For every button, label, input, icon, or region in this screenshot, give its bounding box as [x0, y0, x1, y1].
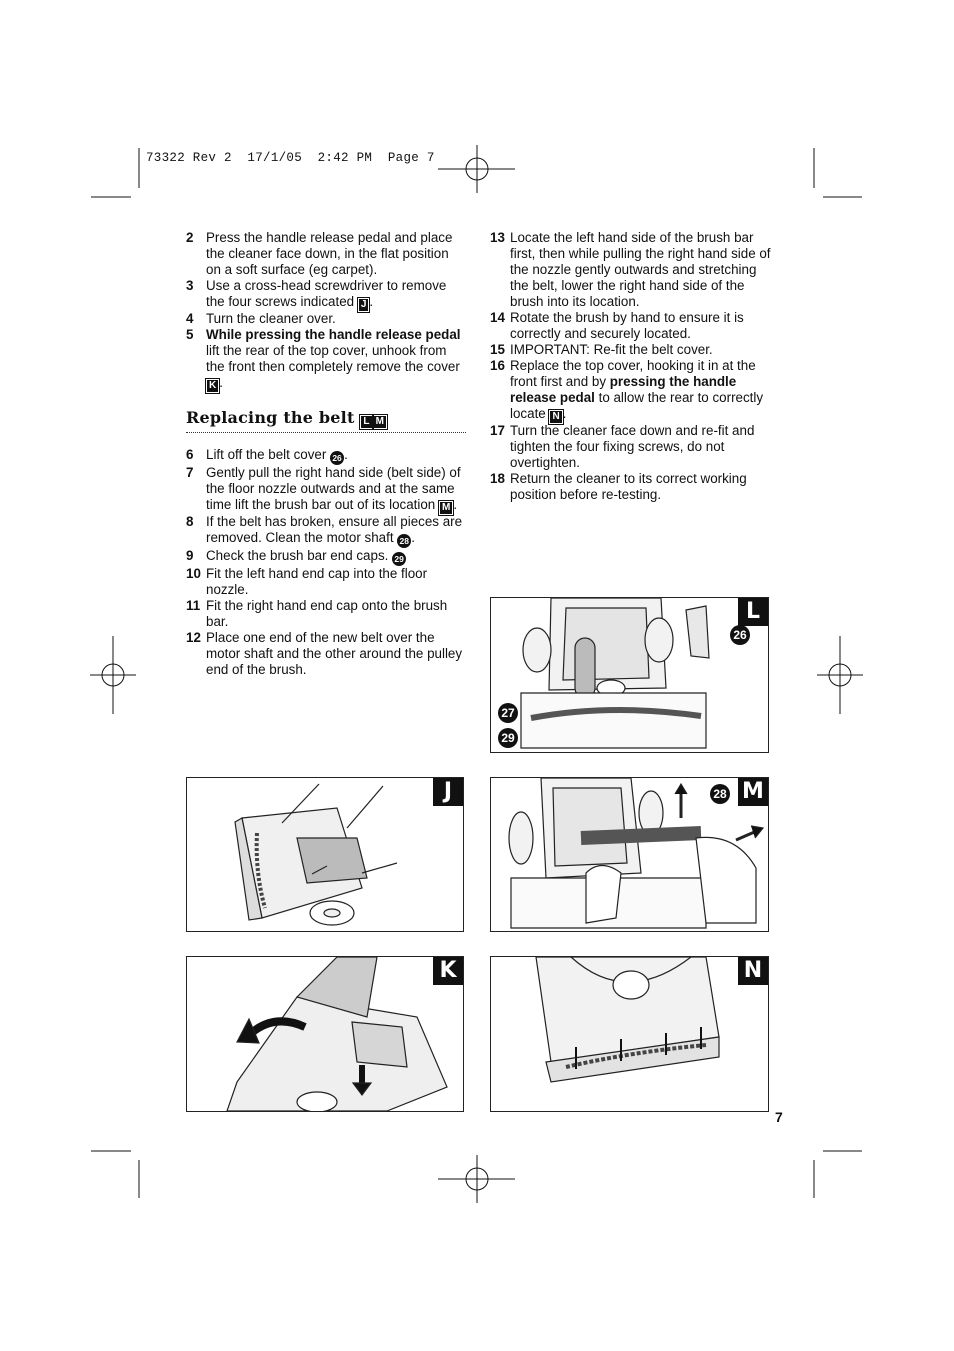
instruction-step — [186, 278, 466, 311]
text-run: Locate the left hand side of the brush bar first, then while pulling the right hand side of the nozzle gently outwards and stretching the belt, lower the right hand side of the brush into its location. — [510, 230, 771, 309]
figure-reference-badge: J — [360, 299, 367, 310]
page-number: 7 — [775, 1109, 783, 1125]
text-run: . — [369, 294, 374, 309]
step-number: 7 — [186, 465, 194, 480]
instruction-step — [186, 465, 466, 514]
text-run: . — [453, 497, 458, 512]
text-run: Check the brush bar end caps. — [206, 548, 393, 563]
text-run: . — [219, 375, 223, 390]
instruction-step — [186, 230, 466, 278]
instruction-step — [186, 566, 466, 598]
text-run: Return the cleaner to its correct working position before re-testing. — [510, 471, 747, 502]
figure-reference-badge: N — [552, 411, 560, 422]
figure-j-screws — [186, 777, 464, 932]
print-slug: 73322 Rev 2 17/1/05 2:42 PM Page 7 — [146, 151, 435, 165]
step-text — [510, 471, 775, 503]
step-text — [206, 548, 466, 566]
step-text — [510, 423, 775, 471]
figure-n-refit-cover — [490, 956, 769, 1112]
figure-k-top-cover — [186, 956, 464, 1112]
figure-reference-badge: M — [441, 502, 451, 513]
step-text — [206, 230, 466, 278]
figure-m-brush-removal — [490, 777, 769, 932]
callout-29: 29 — [498, 728, 518, 748]
text-run: . — [411, 530, 416, 545]
bold-text: pressing the handle release pedal — [510, 374, 737, 405]
step-text — [206, 465, 466, 514]
step-number: 3 — [186, 278, 194, 293]
figure-letter: M — [738, 778, 768, 806]
callout-reference: 26 — [330, 451, 344, 465]
text-run: lift the rear of the top cover, unhook from the front then completely remove the cover — [206, 343, 460, 374]
text-run: Turn the cleaner over. — [206, 311, 336, 326]
step-text — [206, 630, 466, 678]
instruction-step — [186, 311, 466, 327]
text-run: Fit the right hand end cap onto the brush bar. — [206, 598, 448, 629]
text-run: Fit the left hand end cap into the floor nozzle. — [206, 566, 428, 597]
instruction-step — [490, 358, 775, 423]
instruction-step — [490, 342, 775, 358]
step-text — [206, 514, 466, 548]
step-number: 4 — [186, 311, 194, 326]
refit-cover-illustration — [491, 957, 768, 1111]
text-run: . — [344, 447, 348, 462]
step-number: 2 — [186, 230, 194, 245]
bold-text: While pressing the handle release pedal — [206, 327, 461, 342]
step-text — [510, 310, 775, 342]
instruction-list — [490, 230, 775, 503]
step-number: 12 — [186, 630, 201, 645]
instruction-step — [186, 447, 466, 465]
step-number: 9 — [186, 548, 194, 563]
figure-letter: N — [738, 957, 768, 985]
callout-reference: 29 — [392, 552, 406, 566]
text-run: to allow the rear to correctly locate — [510, 390, 764, 421]
step-text — [206, 598, 466, 630]
instruction-step — [490, 310, 775, 342]
figure-letter: J — [433, 778, 463, 806]
top-cover-illustration — [187, 957, 463, 1111]
text-run: Gently pull the right hand side (belt side) of the floor nozzle outwards and at the same time lift the brush bar out of its location — [206, 465, 461, 512]
callout-28: 28 — [710, 784, 730, 804]
figure-badge: M — [375, 416, 385, 427]
text-run: . — [562, 406, 567, 421]
text-run: Place one end of the new belt over the motor shaft and the other around the pulley end of the brush. — [206, 630, 463, 677]
step-text — [510, 342, 775, 358]
text-run: Replace the top cover, hooking it in at the front first and by — [510, 358, 756, 389]
section-title: Replacing the belt — [186, 408, 355, 427]
callout-reference: 28 — [397, 534, 411, 548]
step-number: 15 — [490, 342, 505, 357]
left-column — [186, 230, 466, 678]
step-text — [510, 358, 775, 423]
instruction-step — [186, 630, 466, 678]
step-text — [206, 566, 466, 598]
callout-27: 27 — [498, 703, 518, 723]
figure-badge: L — [363, 416, 370, 427]
step-number: 18 — [490, 471, 505, 486]
step-number: 14 — [490, 310, 505, 325]
text-run: IMPORTANT: Re-fit the belt cover. — [510, 342, 713, 357]
instruction-step — [186, 514, 466, 548]
text-run: Lift off the belt cover — [206, 447, 331, 462]
screws-illustration — [187, 778, 463, 931]
step-text — [206, 311, 466, 327]
text-run: Use a cross-head screwdriver to remove the four screws indicated — [206, 278, 447, 309]
instruction-step — [186, 327, 466, 392]
text-run: Rotate the brush by hand to ensure it is correctly and securely located. — [510, 310, 744, 341]
section-heading — [186, 410, 466, 433]
instruction-step — [490, 230, 775, 310]
step-number: 6 — [186, 447, 194, 462]
step-text — [206, 278, 466, 311]
step-text — [206, 447, 466, 465]
instruction-step — [490, 423, 775, 471]
step-number: 10 — [186, 566, 201, 581]
instruction-list — [186, 447, 466, 678]
right-column — [490, 230, 775, 503]
text-run: Turn the cleaner face down and re-fit and tighten the four fixing screws, do not overtighten. — [510, 423, 755, 470]
step-number: 16 — [490, 358, 505, 373]
step-number: 17 — [490, 423, 505, 438]
step-number: 11 — [186, 598, 201, 613]
step-number: 5 — [186, 327, 194, 342]
text-run: Press the handle release pedal and place the cleaner face down, in the flat position on a soft surface (eg carpet). — [206, 230, 453, 277]
step-text — [510, 230, 775, 310]
figure-reference-badge: K — [209, 380, 217, 391]
figure-l-belt-cover — [490, 597, 769, 753]
step-number: 13 — [490, 230, 505, 245]
figure-letter: L — [738, 598, 768, 626]
instruction-step — [186, 598, 466, 630]
step-number: 8 — [186, 514, 194, 529]
instruction-list — [186, 230, 466, 392]
step-text — [206, 327, 466, 392]
callout-26: 26 — [730, 625, 750, 645]
instruction-step — [490, 471, 775, 503]
figure-letter: K — [433, 957, 463, 985]
text-run: If the belt has broken, ensure all pieces are removed. Clean the motor shaft — [206, 514, 463, 545]
instruction-step — [186, 548, 466, 566]
belt-cover-illustration — [491, 598, 768, 752]
